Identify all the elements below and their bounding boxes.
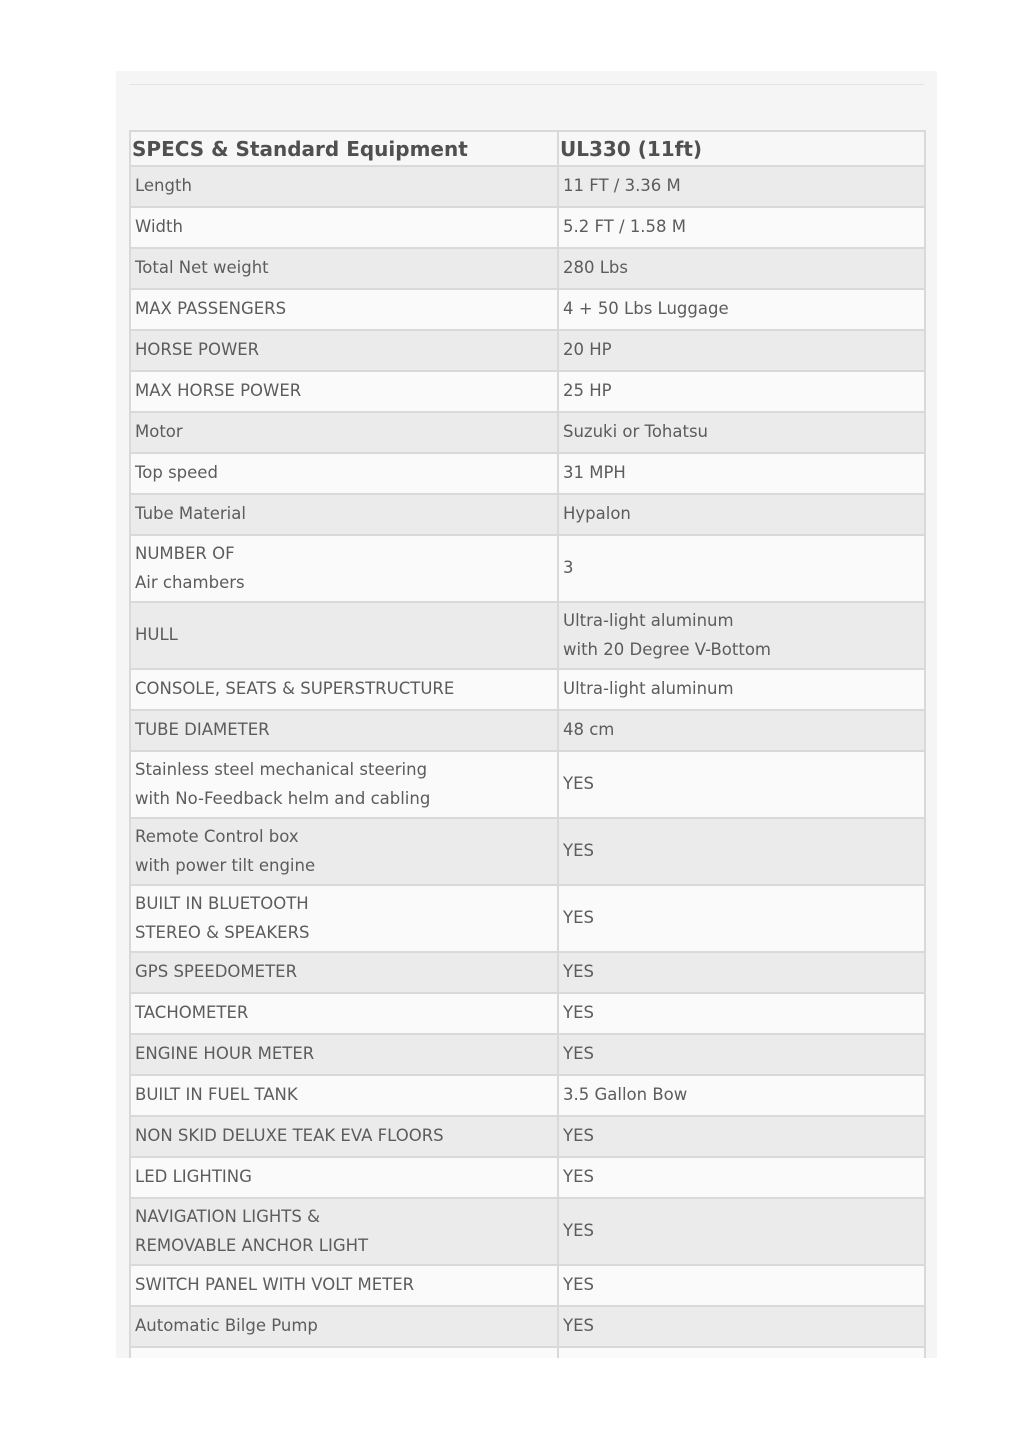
table-row <box>130 1157 925 1198</box>
table-row <box>130 1116 925 1157</box>
spec-panel <box>116 71 937 1358</box>
table-row-cut-off <box>130 1347 925 1358</box>
spec-value: YES <box>558 993 925 1034</box>
spec-value: 31 MPH <box>558 453 925 494</box>
spec-value: YES <box>558 818 925 885</box>
spec-label: Length <box>130 166 558 207</box>
spec-label: Automatic Bilge Pump <box>130 1306 558 1347</box>
spec-label: CONSOLE, SEATS & SUPERSTRUCTURE <box>130 669 558 710</box>
table-row <box>130 330 925 371</box>
spec-label: BUILT IN BLUETOOTH STEREO & SPEAKERS <box>130 885 558 952</box>
table-row <box>130 602 925 669</box>
spec-label: Tube Material <box>130 494 558 535</box>
table-row <box>130 1075 925 1116</box>
spec-label <box>130 1347 558 1358</box>
table-row <box>130 1306 925 1347</box>
spec-label: Stainless steel mechanical steering with No-Feedback helm and cabling <box>130 751 558 818</box>
spec-value: YES <box>558 885 925 952</box>
spec-value: 11 FT / 3.36 M <box>558 166 925 207</box>
table-row <box>130 1034 925 1075</box>
spec-label: TUBE DIAMETER <box>130 710 558 751</box>
spec-value: Ultra-light aluminum <box>558 669 925 710</box>
table-row <box>130 1265 925 1306</box>
specs-table <box>129 130 926 1358</box>
table-row <box>130 166 925 207</box>
spec-label: MAX HORSE POWER <box>130 371 558 412</box>
spec-label: ENGINE HOUR METER <box>130 1034 558 1075</box>
spec-value: YES <box>558 1157 925 1198</box>
spec-label: MAX PASSENGERS <box>130 289 558 330</box>
table-row <box>130 248 925 289</box>
spec-label: Top speed <box>130 453 558 494</box>
spec-value: Hypalon <box>558 494 925 535</box>
table-row <box>130 952 925 993</box>
spec-label: Width <box>130 207 558 248</box>
spec-value: 3.5 Gallon Bow <box>558 1075 925 1116</box>
spec-value <box>558 1347 925 1358</box>
column-header-model: UL330 (11ft) <box>558 131 925 166</box>
spec-value: 20 HP <box>558 330 925 371</box>
spec-value: Ultra-light aluminum with 20 Degree V-Bottom <box>558 602 925 669</box>
table-row <box>130 289 925 330</box>
table-row <box>130 885 925 952</box>
column-header-specs: SPECS & Standard Equipment <box>130 131 558 166</box>
spec-value: 25 HP <box>558 371 925 412</box>
table-row <box>130 818 925 885</box>
table-row <box>130 371 925 412</box>
spec-value: YES <box>558 1306 925 1347</box>
table-header-row <box>130 131 925 166</box>
spec-label: HULL <box>130 602 558 669</box>
table-row <box>130 535 925 602</box>
table-row <box>130 669 925 710</box>
table-row <box>130 710 925 751</box>
spec-label: LED LIGHTING <box>130 1157 558 1198</box>
spec-value: YES <box>558 1116 925 1157</box>
table-row <box>130 993 925 1034</box>
table-row <box>130 494 925 535</box>
table-row <box>130 412 925 453</box>
spec-value: 280 Lbs <box>558 248 925 289</box>
table-row <box>130 751 925 818</box>
spec-value: 5.2 FT / 1.58 M <box>558 207 925 248</box>
spec-value: YES <box>558 1034 925 1075</box>
spec-label: NON SKID DELUXE TEAK EVA FLOORS <box>130 1116 558 1157</box>
spec-value: 48 cm <box>558 710 925 751</box>
table-row <box>130 1198 925 1265</box>
spec-label: Motor <box>130 412 558 453</box>
spec-value: YES <box>558 952 925 993</box>
spec-label: BUILT IN FUEL TANK <box>130 1075 558 1116</box>
spec-label: SWITCH PANEL WITH VOLT METER <box>130 1265 558 1306</box>
spec-label: NAVIGATION LIGHTS & REMOVABLE ANCHOR LIGHT <box>130 1198 558 1265</box>
spec-label: NUMBER OF Air chambers <box>130 535 558 602</box>
spec-value: Suzuki or Tohatsu <box>558 412 925 453</box>
table-row <box>130 453 925 494</box>
spec-value: 3 <box>558 535 925 602</box>
spec-label: TACHOMETER <box>130 993 558 1034</box>
spec-value: YES <box>558 1198 925 1265</box>
spec-value: 4 + 50 Lbs Luggage <box>558 289 925 330</box>
spec-value: YES <box>558 1265 925 1306</box>
spec-label: HORSE POWER <box>130 330 558 371</box>
spec-label: Remote Control box with power tilt engine <box>130 818 558 885</box>
spec-label: GPS SPEEDOMETER <box>130 952 558 993</box>
table-body <box>130 166 925 1358</box>
divider <box>129 84 924 85</box>
spec-label: Total Net weight <box>130 248 558 289</box>
table-row <box>130 207 925 248</box>
spec-value: YES <box>558 751 925 818</box>
